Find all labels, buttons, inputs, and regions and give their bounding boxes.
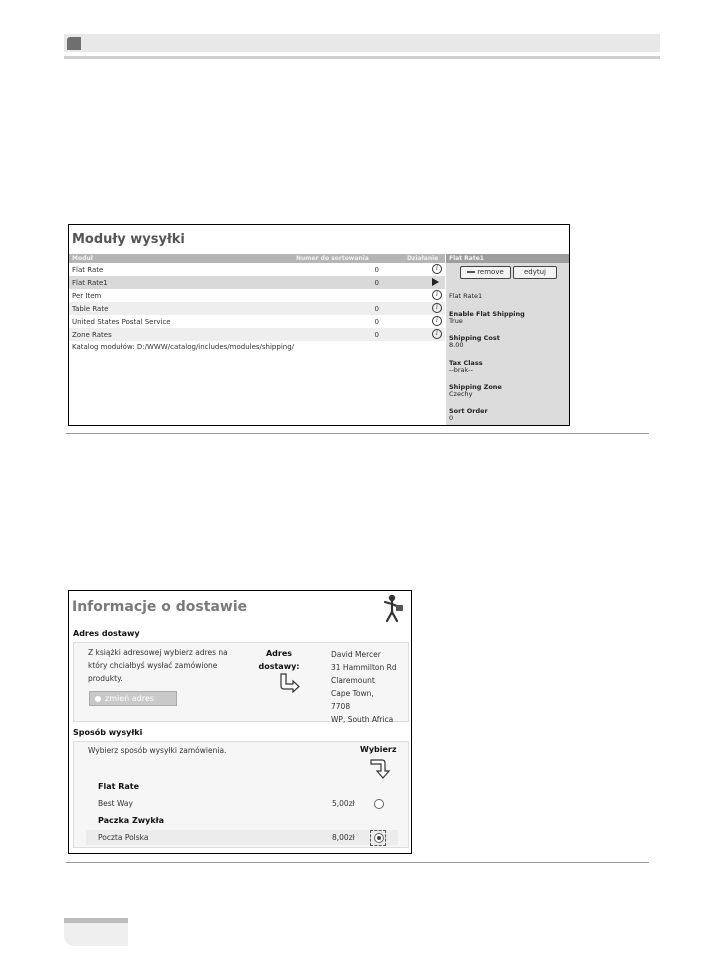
info-icon[interactable]: i xyxy=(432,290,441,299)
bullet-icon xyxy=(95,696,101,702)
remove-button[interactable] xyxy=(460,266,511,279)
method-description: Wybierz sposób wysyłki zamówienia. xyxy=(88,746,227,755)
module-name: Zone Rates xyxy=(72,331,112,339)
edit-button[interactable]: edytuj xyxy=(513,266,557,279)
zone-label: Shipping Zone xyxy=(449,383,502,391)
page-corner-tab xyxy=(67,37,81,50)
arrow-down-icon xyxy=(370,757,392,779)
tax-value: --brak-- xyxy=(449,366,473,374)
shipping-option-price: 5,00zł xyxy=(332,799,355,808)
courier-icon xyxy=(379,593,405,623)
shipping-option-radio[interactable] xyxy=(374,799,384,809)
cost-value: 8.00 xyxy=(449,341,464,349)
sort-order: 0 xyxy=(374,305,379,313)
cost-label: Shipping Cost xyxy=(449,334,500,342)
address-description: Z książki adresowej wybierz adres na który chciałbyś wysłać zamówione produkty. xyxy=(88,648,228,683)
table-row[interactable] xyxy=(69,302,445,315)
order-value: 0 xyxy=(449,414,454,422)
shipping-option-radio[interactable] xyxy=(374,833,384,843)
shipping-method-box xyxy=(73,741,409,848)
shipping-option-price: 8,00zł xyxy=(332,833,355,842)
address-section-title: Adres dostawy xyxy=(73,629,140,638)
arrow-icon xyxy=(432,277,441,286)
shipping-option-name: Poczta Polska xyxy=(98,833,149,842)
method-section-title: Sposób wysyłki xyxy=(73,728,143,737)
column-header-module: Moduł xyxy=(72,255,93,262)
change-address-label: zmień adres xyxy=(105,694,154,703)
panel-header: Flat Rate1 xyxy=(446,254,569,263)
footer-tab-bar xyxy=(64,918,128,923)
zone-value: Czechy xyxy=(449,390,473,398)
shipping-group-title: Flat Rate xyxy=(98,782,140,791)
catalog-path: Katalog modułów: D:/WWW/catalog/includes/modules/shipping/ xyxy=(72,343,295,351)
module-name: Flat Rate1 xyxy=(72,279,108,287)
column-header-sort: Numer do sortowania xyxy=(296,255,369,262)
table-header xyxy=(69,254,445,263)
page-header-band xyxy=(64,34,660,52)
delivery-address: David Mercer 31 Hammilton Rd Claremount Cape Town, 7708 WP, South Africa xyxy=(331,650,397,724)
tax-label: Tax Class xyxy=(449,359,483,367)
table-row[interactable] xyxy=(69,289,445,302)
sort-order: 0 xyxy=(374,318,379,326)
module-detail-panel xyxy=(446,254,569,425)
panel-module-name: Flat Rate1 xyxy=(449,292,483,300)
minus-icon xyxy=(467,271,475,273)
choose-label: Wybierz xyxy=(360,745,397,754)
table-row[interactable] xyxy=(69,315,445,328)
column-header-action: Działanie xyxy=(407,255,439,262)
section-divider xyxy=(66,862,649,863)
shipping-option-row[interactable] xyxy=(86,796,398,811)
order-label: Sort Order xyxy=(449,407,488,415)
address-label: Adres dostawy: xyxy=(258,649,300,671)
table-row[interactable] xyxy=(69,328,445,341)
module-name: Per Item xyxy=(72,292,102,300)
sort-order: 0 xyxy=(374,266,379,274)
enable-label: Enable Flat Shipping xyxy=(449,310,525,318)
module-name: United States Postal Service xyxy=(72,318,171,326)
header-divider xyxy=(64,56,660,59)
table-row[interactable] xyxy=(69,263,445,276)
shipping-option-name: Best Way xyxy=(98,799,133,808)
modules-table xyxy=(69,254,445,341)
page-title: Moduły wysyłki xyxy=(72,232,185,247)
sort-order: 0 xyxy=(374,279,379,287)
info-icon[interactable]: i xyxy=(432,329,441,338)
info-icon[interactable]: i xyxy=(432,264,441,273)
arrow-down-right-icon xyxy=(278,673,300,693)
sort-order: 0 xyxy=(374,331,379,339)
shipping-group-title: Paczka Zwykła xyxy=(98,816,165,825)
module-name: Table Rate xyxy=(72,305,109,313)
section-divider xyxy=(66,433,649,434)
enable-value: True xyxy=(449,317,463,325)
table-row-selected[interactable] xyxy=(69,276,445,289)
page-title: Informacje o dostawie xyxy=(72,599,248,615)
remove-label: remove xyxy=(477,268,504,276)
delivery-info-screenshot xyxy=(68,590,412,854)
change-address-button[interactable] xyxy=(89,691,177,706)
page-footer-tab xyxy=(64,918,128,946)
module-name: Flat Rate xyxy=(72,266,104,274)
info-icon[interactable]: i xyxy=(432,316,441,325)
shipping-option-row-selected[interactable] xyxy=(86,830,398,845)
shipping-modules-screenshot xyxy=(68,224,570,426)
info-icon[interactable]: i xyxy=(432,303,441,312)
address-box xyxy=(73,642,409,722)
